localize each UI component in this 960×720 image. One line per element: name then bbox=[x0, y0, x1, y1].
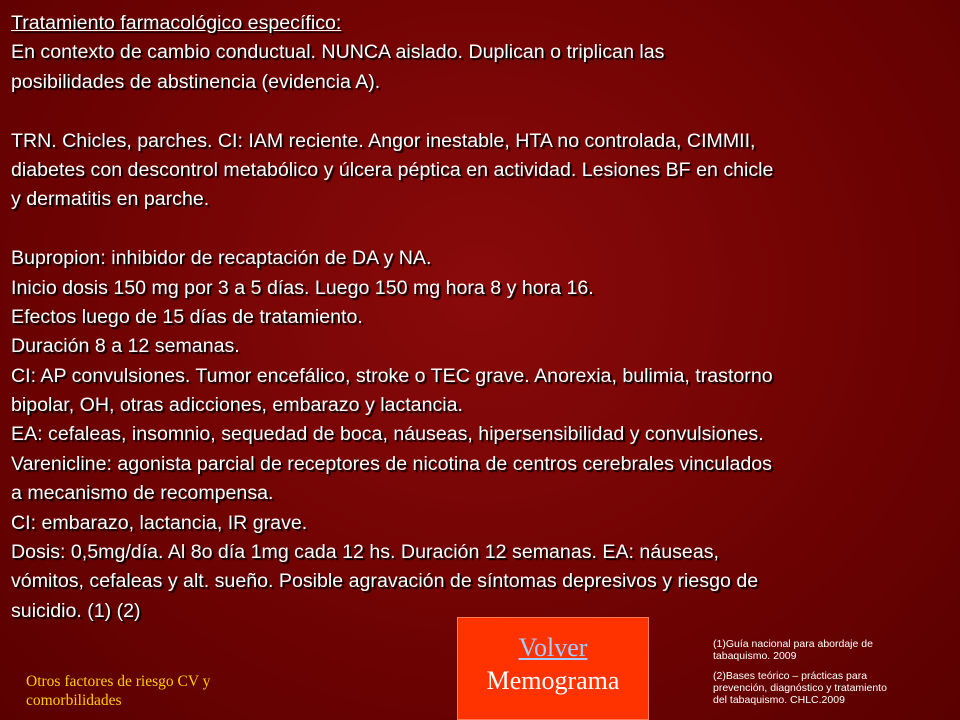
slide-body-text bbox=[11, 9, 951, 626]
text-line: TRN. Chicles, parches. CI: IAM reciente. Angor inestable, HTA no controlada, CIMMII, bbox=[11, 129, 756, 152]
text-line: y dermatitis en parche. bbox=[11, 188, 210, 211]
text-line: Inicio dosis 150 mg por 3 a 5 días. Luego 150 mg hora 8 y hora 16. bbox=[11, 276, 594, 299]
text-line: posibilidades de abstinencia (evidencia A). bbox=[11, 70, 381, 93]
volver-link[interactable]: Volver bbox=[518, 633, 588, 662]
text-line: diabetes con descontrol metabólico y úlcera péptica en actividad. Lesiones BF en chicle bbox=[11, 158, 774, 181]
reference-2 bbox=[713, 670, 928, 706]
text-line: Dosis: 0,5mg/día. Al 8o día 1mg cada 12 hs. Duración 12 semanas. EA: náuseas, bbox=[11, 541, 719, 564]
text-line: Bupropion: inhibidor de recaptación de DA y NA. bbox=[11, 247, 432, 270]
blank-line bbox=[11, 97, 951, 126]
text-line: Varenicline: agonista parcial de receptores de nicotina de centros cerebrales vinculados bbox=[11, 452, 772, 475]
text-line: Duración 8 a 12 semanas. bbox=[11, 335, 240, 358]
reference-2-line-3: del tabaquismo. CHLC.2009 bbox=[713, 694, 845, 706]
slide-heading: Tratamiento farmacológico específico: bbox=[11, 12, 342, 34]
reference-1-line-2: tabaquismo. 2009 bbox=[713, 650, 797, 662]
volver-memograma-button-box bbox=[457, 617, 649, 720]
otros-link-line-2[interactable]: comorbilidades bbox=[26, 692, 122, 709]
memograma-label: Memograma bbox=[486, 666, 620, 695]
text-line: vómitos, cefaleas y alt. sueño. Posible agravación de síntomas depresivos y riesgo de bbox=[11, 570, 759, 593]
otros-link-line-1[interactable]: Otros factores de riesgo CV y bbox=[26, 673, 211, 690]
references bbox=[713, 638, 928, 714]
reference-2-line-2: prevención, diagnóstico y tratamiento bbox=[713, 682, 887, 694]
text-line: Efectos luego de 15 días de tratamiento. bbox=[11, 305, 363, 328]
reference-1 bbox=[713, 638, 928, 662]
text-line: En contexto de cambio conductual. NUNCA aislado. Duplican o triplican las bbox=[11, 41, 665, 64]
otros-factores-link[interactable] bbox=[26, 672, 210, 710]
text-line: CI: embarazo, lactancia, IR grave. bbox=[11, 511, 308, 534]
blank-line bbox=[11, 215, 951, 244]
text-line: CI: AP convulsiones. Tumor encefálico, stroke o TEC grave. Anorexia, bulimia, trastorno bbox=[11, 364, 773, 387]
reference-1-line-1: (1)Guía nacional para abordaje de bbox=[713, 638, 873, 650]
reference-2-line-1: (2)Bases teórico – prácticas para bbox=[713, 670, 868, 682]
text-line: bipolar, OH, otras adicciones, embarazo y lactancia. bbox=[11, 394, 463, 417]
text-line: a mecanismo de recompensa. bbox=[11, 482, 274, 505]
text-line: suicidio. (1) (2) bbox=[11, 599, 141, 622]
text-line: EA: cefaleas, insomnio, sequedad de boca, náuseas, hipersensibilidad y convulsiones. bbox=[11, 423, 764, 446]
